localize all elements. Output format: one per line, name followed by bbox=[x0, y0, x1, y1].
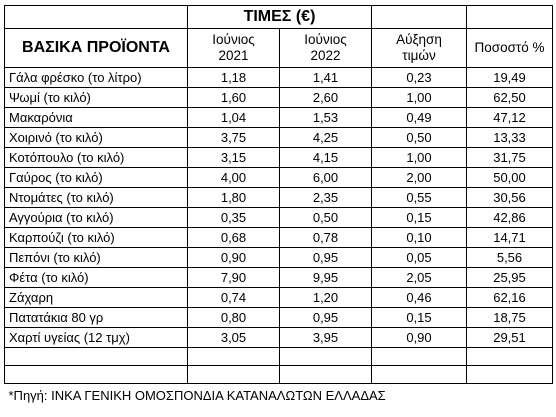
title-spacer-percent bbox=[467, 6, 553, 29]
price-2022-cell: 2,35 bbox=[280, 188, 372, 208]
increase-cell: 0,23 bbox=[372, 68, 467, 88]
price-2022-cell: 0,78 bbox=[280, 228, 372, 248]
column-header-increase-line2: τιμών bbox=[402, 48, 436, 63]
table-row bbox=[5, 268, 553, 288]
table-row bbox=[5, 128, 553, 148]
table-row bbox=[5, 108, 553, 128]
percent-cell: 42,86 bbox=[467, 208, 553, 228]
increase-cell: 0,50 bbox=[372, 128, 467, 148]
increase-cell: 1,00 bbox=[372, 148, 467, 168]
price-2021-cell: 7,90 bbox=[188, 268, 280, 288]
blank-cell bbox=[372, 348, 467, 366]
price-2021-cell: 0,74 bbox=[188, 288, 280, 308]
price-2022-cell: 2,60 bbox=[280, 88, 372, 108]
blank-cell bbox=[280, 366, 372, 384]
price-2022-cell: 0,95 bbox=[280, 308, 372, 328]
increase-cell: 0,90 bbox=[372, 328, 467, 348]
blank-cell bbox=[188, 348, 280, 366]
table-row bbox=[5, 88, 553, 108]
percent-cell: 19,49 bbox=[467, 68, 553, 88]
increase-cell: 0,55 bbox=[372, 188, 467, 208]
blank-cell bbox=[5, 348, 188, 366]
table-row bbox=[5, 208, 553, 228]
price-2021-cell: 1,60 bbox=[188, 88, 280, 108]
title-spacer-left bbox=[5, 6, 188, 29]
product-name-cell: Πατατάκια 80 γρ bbox=[5, 308, 188, 328]
price-2021-cell: 1,18 bbox=[188, 68, 280, 88]
increase-cell: 0,10 bbox=[372, 228, 467, 248]
blank-cell bbox=[372, 366, 467, 384]
price-2022-cell: 1,53 bbox=[280, 108, 372, 128]
column-header-2022-year: 2022 bbox=[310, 48, 341, 63]
source-row bbox=[5, 384, 553, 407]
percent-cell: 30,56 bbox=[467, 188, 553, 208]
column-header-2021-year: 2021 bbox=[218, 48, 249, 63]
column-header-2021 bbox=[188, 29, 280, 68]
table-title: ΤΙΜΕΣ (€) bbox=[188, 6, 372, 29]
product-name-cell: Καρπούζι (το κιλό) bbox=[5, 228, 188, 248]
table-row bbox=[5, 228, 553, 248]
product-name-cell: Γαύρος (το κιλό) bbox=[5, 168, 188, 188]
percent-cell: 13,33 bbox=[467, 128, 553, 148]
percent-cell: 5,56 bbox=[467, 248, 553, 268]
increase-cell: 0,49 bbox=[372, 108, 467, 128]
column-header-increase-line1: Αύξηση bbox=[396, 32, 442, 47]
product-name-cell: Ψωμί (το κιλό) bbox=[5, 88, 188, 108]
column-header-2022 bbox=[280, 29, 372, 68]
table-row bbox=[5, 148, 553, 168]
column-header-percent: Ποσοστό % bbox=[467, 29, 553, 68]
product-name-cell: Φέτα (το κιλό) bbox=[5, 268, 188, 288]
increase-cell: 2,00 bbox=[372, 168, 467, 188]
product-name-cell: Μακαρόνια bbox=[5, 108, 188, 128]
table-row bbox=[5, 328, 553, 348]
price-2022-cell: 9,95 bbox=[280, 268, 372, 288]
product-name-cell: Χαρτί υγείας (12 τμχ) bbox=[5, 328, 188, 348]
price-2021-cell: 0,35 bbox=[188, 208, 280, 228]
table-row bbox=[5, 68, 553, 88]
product-name-cell: Αγγούρια (το κιλό) bbox=[5, 208, 188, 228]
increase-cell: 0,15 bbox=[372, 308, 467, 328]
column-header-2022-month: Ιούνιος bbox=[304, 32, 347, 47]
percent-cell: 62,16 bbox=[467, 288, 553, 308]
price-2021-cell: 0,90 bbox=[188, 248, 280, 268]
percent-cell: 50,00 bbox=[467, 168, 553, 188]
price-2021-cell: 1,04 bbox=[188, 108, 280, 128]
blank-cell bbox=[5, 366, 188, 384]
price-2022-cell: 3,95 bbox=[280, 328, 372, 348]
percent-cell: 29,51 bbox=[467, 328, 553, 348]
table-row bbox=[5, 168, 553, 188]
price-2022-cell: 6,00 bbox=[280, 168, 372, 188]
price-2022-cell: 4,25 bbox=[280, 128, 372, 148]
product-name-cell: Γάλα φρέσκο (το λίτρο) bbox=[5, 68, 188, 88]
increase-cell: 0,05 bbox=[372, 248, 467, 268]
product-name-cell: Ζάχαρη bbox=[5, 288, 188, 308]
price-2022-cell: 0,95 bbox=[280, 248, 372, 268]
price-2021-cell: 4,00 bbox=[188, 168, 280, 188]
price-2022-cell: 4,15 bbox=[280, 148, 372, 168]
column-header-2021-month: Ιούνιος bbox=[212, 32, 255, 47]
blank-cell bbox=[467, 366, 553, 384]
header-row bbox=[5, 29, 553, 68]
blank-row bbox=[5, 348, 553, 366]
title-row bbox=[5, 6, 553, 29]
blank-cell bbox=[467, 348, 553, 366]
increase-cell: 0,15 bbox=[372, 208, 467, 228]
increase-cell: 1,00 bbox=[372, 88, 467, 108]
table-row bbox=[5, 308, 553, 328]
table-row bbox=[5, 288, 553, 308]
price-2021-cell: 3,15 bbox=[188, 148, 280, 168]
increase-cell: 2,05 bbox=[372, 268, 467, 288]
blank-cell bbox=[280, 348, 372, 366]
price-2022-cell: 1,20 bbox=[280, 288, 372, 308]
price-2021-cell: 3,75 bbox=[188, 128, 280, 148]
price-2022-cell: 0,50 bbox=[280, 208, 372, 228]
percent-cell: 18,75 bbox=[467, 308, 553, 328]
blank-cell bbox=[188, 366, 280, 384]
percent-cell: 47,12 bbox=[467, 108, 553, 128]
column-header-increase bbox=[372, 29, 467, 68]
percent-cell: 25,95 bbox=[467, 268, 553, 288]
price-2021-cell: 0,68 bbox=[188, 228, 280, 248]
price-2021-cell: 3,05 bbox=[188, 328, 280, 348]
blank-row bbox=[5, 366, 553, 384]
increase-cell: 0,46 bbox=[372, 288, 467, 308]
product-name-cell: Πεπόνι (το κιλό) bbox=[5, 248, 188, 268]
product-column-header: ΒΑΣΙΚΑ ΠΡΟΪΟΝΤΑ bbox=[5, 29, 188, 68]
table-row bbox=[5, 248, 553, 268]
product-name-cell: Κοτόπουλο (το κιλό) bbox=[5, 148, 188, 168]
title-spacer-increase bbox=[372, 6, 467, 29]
percent-cell: 31,75 bbox=[467, 148, 553, 168]
product-name-cell: Ντομάτες (το κιλό) bbox=[5, 188, 188, 208]
source-note: *Πηγή: ΙΝΚΑ ΓΕΝΙΚΗ ΟΜΟΣΠΟΝΔΙΑ ΚΑΤΑΝΑΛΩΤΩΝ ΕΛΛΑΔΑΣ bbox=[5, 384, 553, 407]
price-2022-cell: 1,41 bbox=[280, 68, 372, 88]
percent-cell: 14,71 bbox=[467, 228, 553, 248]
price-2021-cell: 1,80 bbox=[188, 188, 280, 208]
price-2021-cell: 0,80 bbox=[188, 308, 280, 328]
table-row bbox=[5, 188, 553, 208]
product-name-cell: Χοιρινό (το κιλό) bbox=[5, 128, 188, 148]
price-table bbox=[4, 5, 553, 406]
percent-cell: 62,50 bbox=[467, 88, 553, 108]
